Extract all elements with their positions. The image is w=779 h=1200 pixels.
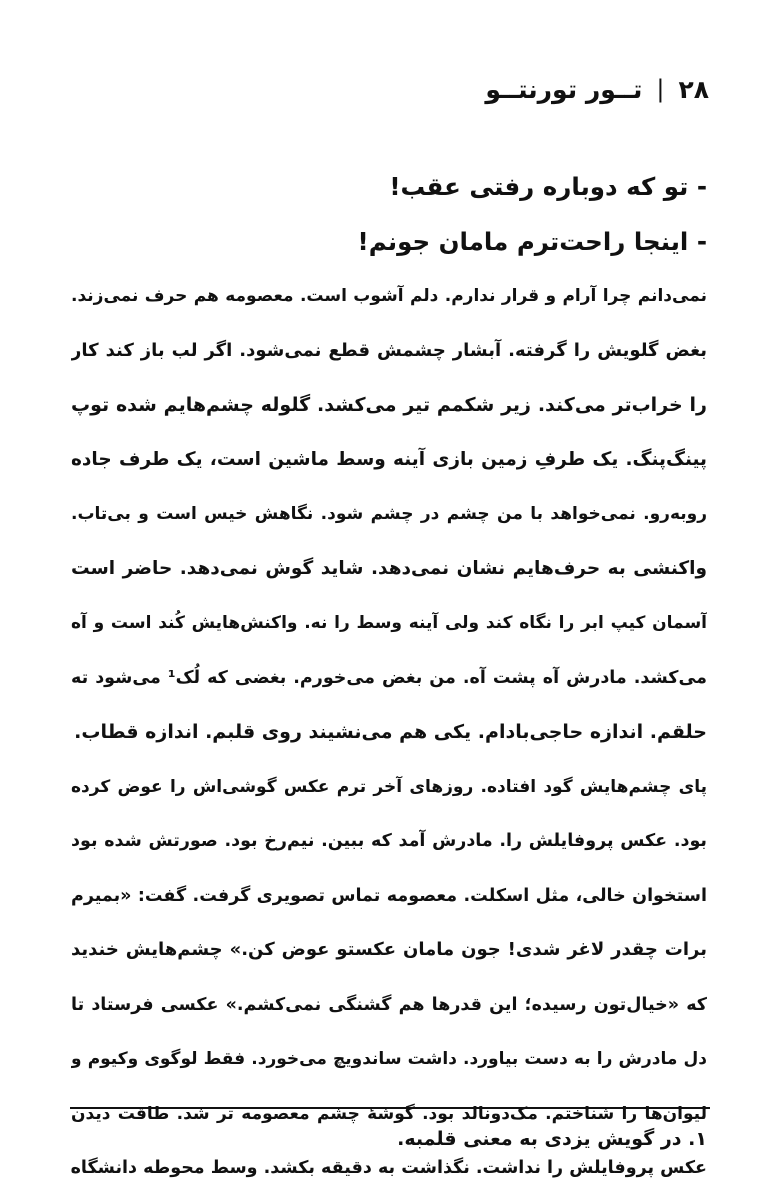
text-line: - تو که دوباره رفتی عقب! — [389, 172, 707, 201]
text-line: پینگ‌پنگ. یک طرفِ زمین بازی آینه وسط ماشین است، یک طرف جاده — [71, 448, 707, 470]
text-line: آسمان کیپ ابر را نگاه کند ولی آینه وسط را نه. واکنش‌هایش کُند است و آه — [71, 613, 707, 633]
text-line: واکنشی به حرف‌هایم نشان نمی‌دهد. شاید گوش نمی‌دهد. حاضر است — [71, 557, 707, 579]
text-line: استخوان خالی، مثل اسکلت. معصومه تماس تصویری گرفت. گفت: «بمیرم — [71, 885, 707, 906]
text-line: حلقم. اندازه حاجی‌بادام. یکی هم می‌نشیند روی قلبم. اندازه قطاب. — [74, 721, 707, 743]
footnote: ۱. در گویش یزدی به معنی قلمبه. — [397, 1128, 707, 1150]
text-line: - اینجا راحت‌ترم مامان جونم! — [357, 226, 707, 256]
text-line: دل مادرش را به دست بیاورد. داشت ساندویچ می‌خورد. فقط لوگوی وکیوم و — [71, 1049, 707, 1069]
text-line: روبه‌رو. نمی‌خواهد با من چشم در چشم شود. نگاهش خیس است و بی‌تاب. — [71, 504, 707, 524]
text-line: نمی‌دانم چرا آرام و قرار ندارم. دلم آشوب است. معصومه هم حرف نمی‌زند. — [71, 286, 707, 306]
running-header — [485, 72, 709, 106]
text-line: را خراب‌تر می‌کند. زیر شکمم تیر می‌کشد. گلوله چشم‌هایم شده توپ — [71, 394, 707, 416]
body-text — [71, 160, 707, 1196]
page-number: ۲۸ — [678, 74, 709, 104]
text-line: می‌کشد. مادرش آه پشت آه. من بغض می‌خورم. بغضی که لُک¹ می‌شود ته — [71, 667, 707, 688]
text-line: که «خیال‌تون رسیده؛ این قدرها هم گشنگی نمی‌کشم.» عکسی فرستاد تا — [71, 994, 707, 1015]
footnote-divider — [70, 1107, 710, 1109]
text-line: لیوان‌ها را شناختم. مک‌دونالد بود. گوشهٔ چشم معصومه تر شد. طاقت دیدن — [71, 1103, 707, 1124]
text-line: بود. عکس پروفایلش را. مادرش آمد که ببین. نیم‌رخ بود. صورتش شده بود — [71, 831, 707, 851]
header-separator: | — [656, 75, 665, 103]
text-line: پای چشم‌هایش گود افتاده. روزهای آخر ترم عکس گوشی‌اش را عوض کرده — [71, 776, 707, 797]
text-line: برات چقدر لاغر شدی! جون مامان عکستو عوض کن.» چشم‌هایش خندید — [71, 939, 707, 960]
text-line: بغض گلویش را گرفته. آبشار چشمش قطع نمی‌شود. اگر لب باز کند کار — [71, 339, 707, 361]
book-title: تــور تورنتــو — [485, 74, 643, 104]
text-line: عکس پروفایلش را نداشت. نگذاشت به دقیقه بکشد. وسط محوطه دانشگاه — [71, 1158, 707, 1178]
